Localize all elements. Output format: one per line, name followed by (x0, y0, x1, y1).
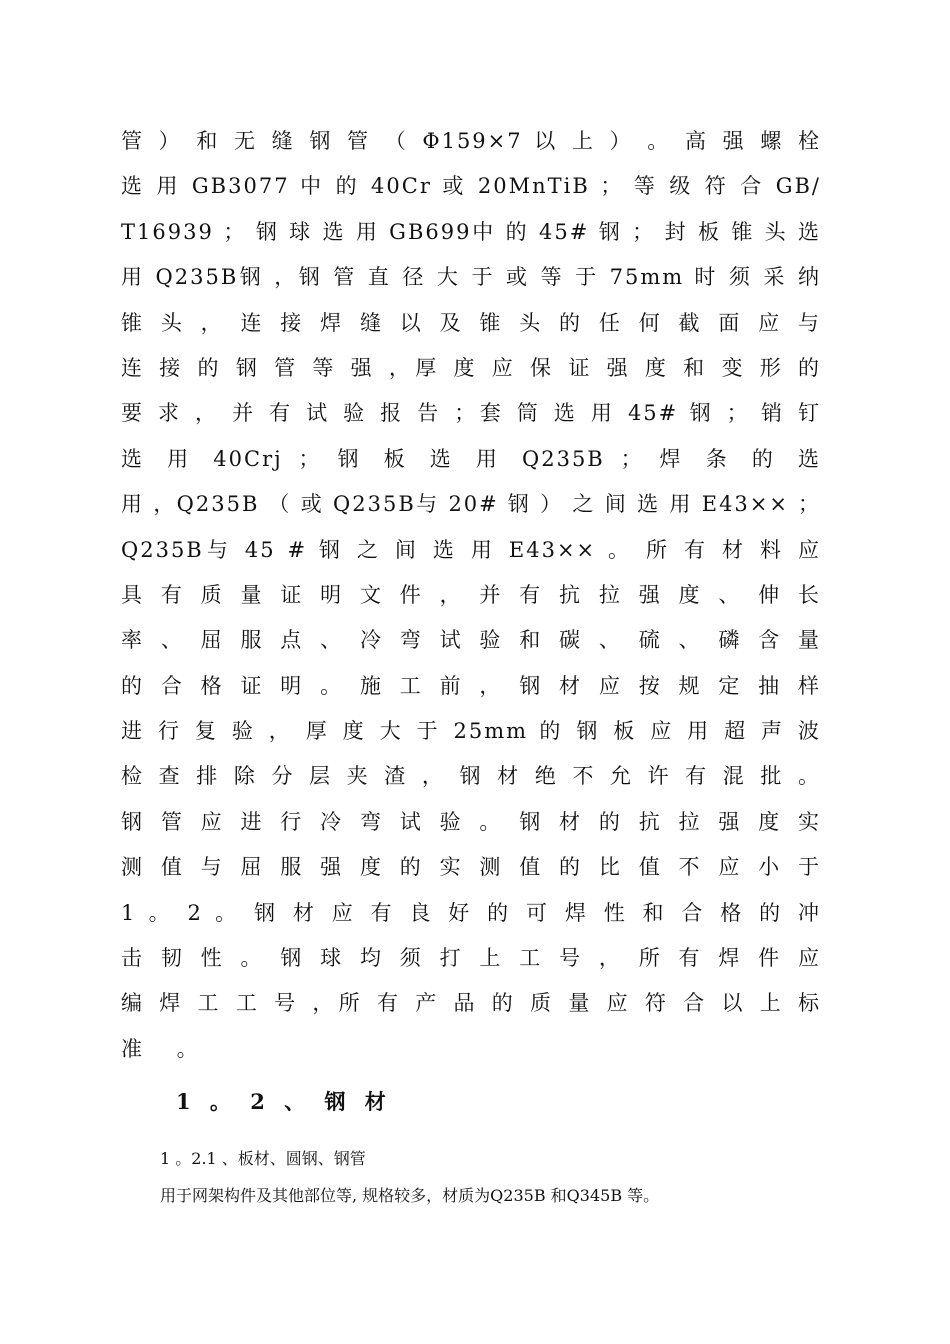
text-line: 用 Q235B钢 ，钢 管 直 径 大 于 或 等 于 75mm 时 须 采 纳 (121, 265, 821, 290)
text-line: 要 求 ， 并 有 试 验 报 告 ；套 筒 选 用 45# 钢 ； 销 钉 (121, 401, 821, 426)
section-title: 1 。 2 、 钢 材 (176, 1089, 392, 1114)
text-line: 具 有 质 量 证 明 文 件 ， 并 有 抗 拉 强 度 、 伸 长 (121, 582, 821, 607)
subsection-title: 1 。2.1 、板材、圆钢、钢管 (160, 1149, 366, 1168)
text-line: T16939 ； 钢 球 选 用 GB699中 的 45# 钢 ； 封 板 锥 头 选 (121, 219, 821, 244)
text-line: 率 、 屈 服 点 、 冷 弯 试 验 和 碳 、 硫 、 磷 含 量 (121, 628, 821, 653)
text-line: Q235B与 45 # 钢 之 间 选 用 E43×× 。 所 有 材 料 应 (121, 537, 821, 562)
text-line: 测 值 与 屈 服 强 度 的 实 测 值 的 比 值 不 应 小 于 (121, 855, 821, 880)
text-line: 选 用 GB3077 中 的 40Cr 或 20MnTiB ； 等 级 符 合 GB/ (121, 174, 821, 199)
body-text (121, 119, 821, 1072)
text-line: 锥 头 ， 连 接 焊 缝 以 及 锥 头 的 任 何 截 面 应 与 (121, 310, 821, 335)
text-line: 1 。 2 。 钢 材 应 有 良 好 的 可 焊 性 和 合 格 的 冲 (121, 900, 821, 925)
text-line: 准 。 (121, 1036, 212, 1061)
text-line: 选 用 40Crj ； 钢 板 选 用 Q235B ； 焊 条 的 选 (121, 446, 821, 471)
paragraph: 用于网架构件及其他部位等, 规格较多，材质为Q235B 和Q345B 等。 (160, 1186, 660, 1205)
text-line: 进 行 复 验 ， 厚 度 大 于 25mm 的 钢 板 应 用 超 声 波 (121, 719, 821, 744)
text-line: 管 ） 和 无 缝 钢 管 （ Φ159×7 以 上 ） 。 高 强 螺 栓 (121, 129, 821, 153)
text-line: 的 合 格 证 明 。 施 工 前 ， 钢 材 应 按 规 定 抽 样 (121, 673, 821, 698)
text-line: 检 查 排 除 分 层 夹 渣 ， 钢 材 绝 不 允 许 有 混 批 。 (121, 764, 821, 789)
text-line: 编 焊 工 工 号 ，所 有 产 品 的 质 量 应 符 合 以 上 标 (121, 991, 821, 1016)
text-line: 击 韧 性 。 钢 球 均 须 打 上 工 号 ， 所 有 焊 件 应 (121, 946, 821, 971)
text-line: 用 ，Q235B （ 或 Q235B与 20# 钢 ） 之 间 选 用 E43×× ； (121, 492, 821, 517)
text-line: 连 接 的 钢 管 等 强 ，厚 度 应 保 证 强 度 和 变 形 的 (121, 355, 821, 380)
text-line: 钢 管 应 进 行 冷 弯 试 验 。 钢 材 的 抗 拉 强 度 实 (121, 809, 821, 834)
